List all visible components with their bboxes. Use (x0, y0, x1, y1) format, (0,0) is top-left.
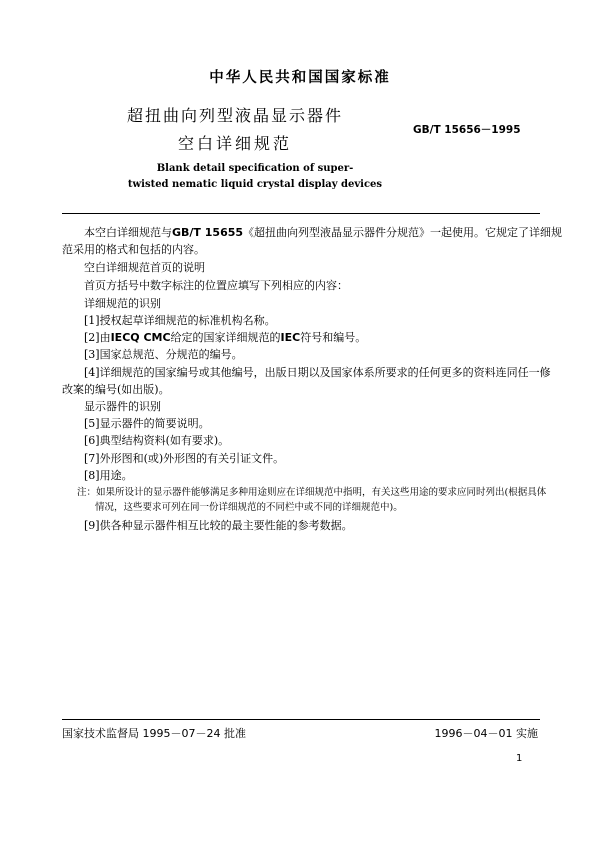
implementation-date: 1996－04－01 实施 (434, 727, 538, 740)
item2-text-mid: 给定的国家详细规范的 (170, 331, 281, 344)
intro-text-post: 《超扭曲向列型液晶显示器件分规范》一起使用。它规定了详细规 (243, 226, 563, 239)
header-divider (62, 213, 540, 214)
approval-date: 国家技术监督局 1995－07－24 批准 (62, 727, 246, 740)
english-title-line2: twisted nematic liquid crystal display devices (127, 179, 383, 190)
list-item-7: [7]外形图和(或)外形图的有关引证文件。 (84, 452, 285, 465)
identification-heading: 详细规范的识别 (84, 297, 161, 310)
list-item-4-line2: 改案的编号(如出版)。 (62, 383, 170, 396)
intro-reference-code: GB/T 15655 (172, 226, 244, 239)
intro-paragraph-line1 (84, 226, 562, 240)
list-item-3: [3]国家总规范、分规范的编号。 (84, 348, 243, 361)
list-item-2 (84, 331, 366, 345)
list-item-4-line1: [4]详细规范的国家编号或其他编号，出版日期以及国家体系所要求的任何更多的资料连同任一修 (84, 366, 551, 379)
standard-title-line2: 空白详细规范 (177, 134, 292, 153)
bracket-note: 首页方括号中数字标注的位置应填写下列相应的内容： (84, 279, 348, 292)
note-line1: 注：如果所设计的显示器件能够满足多种用途则应在详细规范中指明，有关这些用途的要求应同时列出(根据具体 (77, 487, 547, 498)
intro-paragraph-line2: 范采用的格式和包括的内容。 (62, 243, 205, 256)
item2-iec-code: IEC (280, 331, 301, 344)
list-item-9: [9]供各种显示器件相互比较的最主要性能的参考数据。 (84, 519, 353, 532)
page-number: 1 (516, 753, 523, 764)
note-line2: 情况，这些要求可列在同一份详细规范的不同栏中或不同的详细规范中)。 (95, 502, 403, 513)
standard-code: GB/T 15656－1995 (413, 124, 521, 136)
english-title-line1: Blank detail specification of super- (156, 163, 354, 174)
list-item-8: [8]用途。 (84, 469, 133, 482)
item2-text-post: 符号和编号。 (300, 331, 367, 344)
national-standard-heading: 中华人民共和国国家标准 (209, 70, 391, 86)
footer-divider (62, 719, 540, 720)
list-item-5: [5]显示器件的简要说明。 (84, 417, 210, 430)
item2-iecq-code: IECQ CMC (110, 331, 171, 344)
list-item-6: [6]典型结构资料(如有要求)。 (84, 434, 230, 447)
front-page-note: 空白详细规范首页的说明 (84, 261, 205, 274)
intro-text-pre: 本空白详细规范与 (84, 226, 172, 239)
standard-title-line1: 超扭曲向列型液晶显示器件 (126, 106, 343, 125)
list-item-1: [1]授权起草详细规范的标准机构名称。 (84, 314, 276, 327)
device-identification-heading: 显示器件的识别 (84, 400, 161, 413)
item2-text-pre: [2]由 (84, 331, 111, 344)
